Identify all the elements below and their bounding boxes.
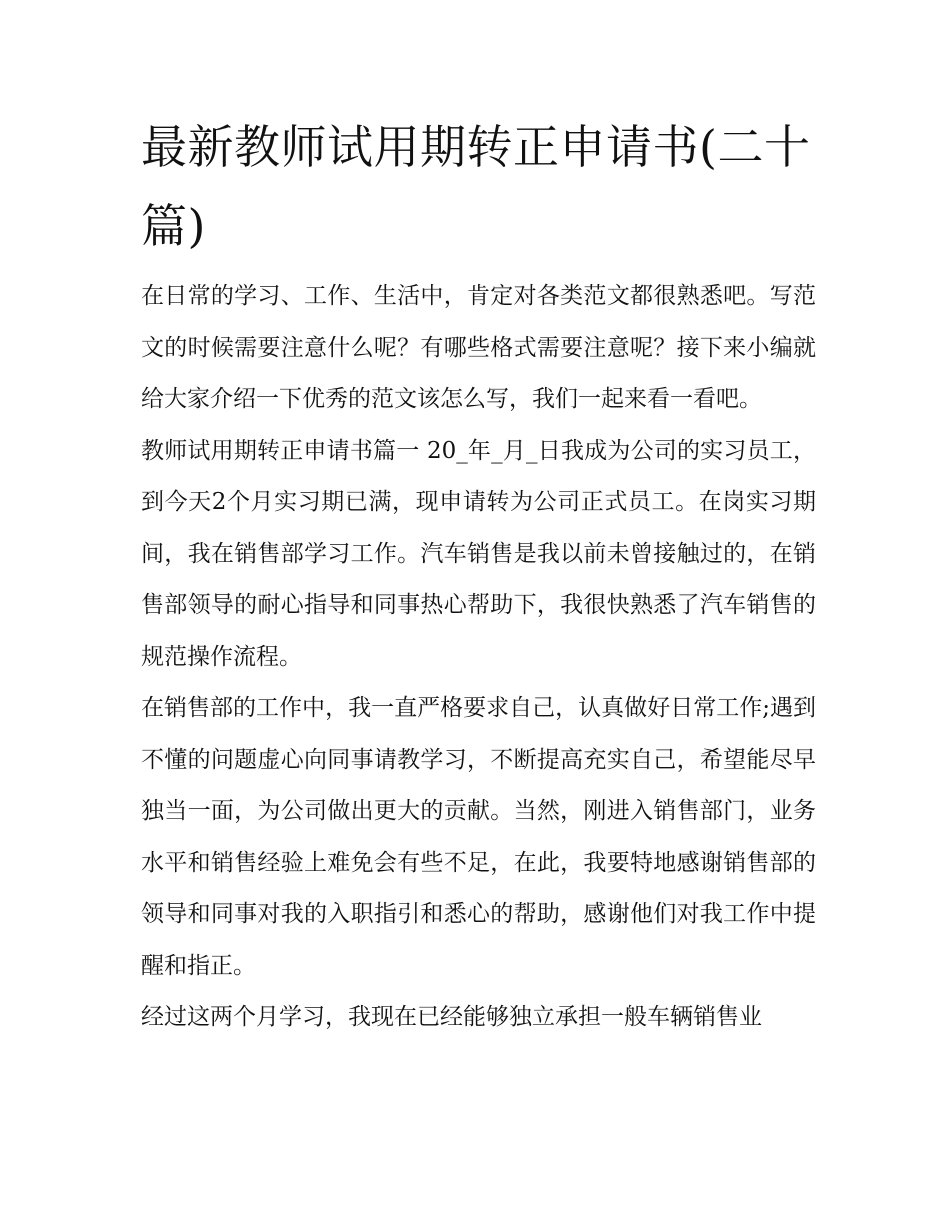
intro-paragraph: 在日常的学习、工作、生活中，肯定对各类范文都很熟悉吧。写范文的时候需要注意什么呢？有哪些格式需要注意呢？接下来小编就给大家介绍一下优秀的范文该怎么写，我们一起来看一看吧。 (141, 283, 816, 412)
document-title: 最新教师试用期转正申请书(二十篇) (141, 120, 811, 253)
body-paragraph-1: 教师试用期转正申请书篇一 20_年_月_日我成为公司的实习员工，到今天2个月实习期已满，现申请转为公司正式员工。在岗实习期间，我在销售部学习工作。汽车销售是我以前未曾接触过的，在销售部领导的耐心指导和同事热心帮助下，我很快熟悉了汽车销售的规范操作流程。 (141, 437, 816, 670)
document-body (141, 108, 816, 1044)
body-paragraph-3: 经过这两个月学习，我现在已经能够独立承担一般车辆销售业 (141, 1004, 762, 1030)
body-paragraph-2: 在销售部的工作中，我一直严格要求自己，认真做好日常工作;遇到不懂的问题虚心向同事请教学习，不断提高充实自己，希望能尽早独当一面，为公司做出更大的贡献。当然，刚进入销售部门，业务水平和销售经验上难免会有些不足，在此，我要特地感谢销售部的领导和同事对我的入职指引和悉心的帮助，感谢他们对我工作中提醒和指正。 (141, 695, 816, 979)
